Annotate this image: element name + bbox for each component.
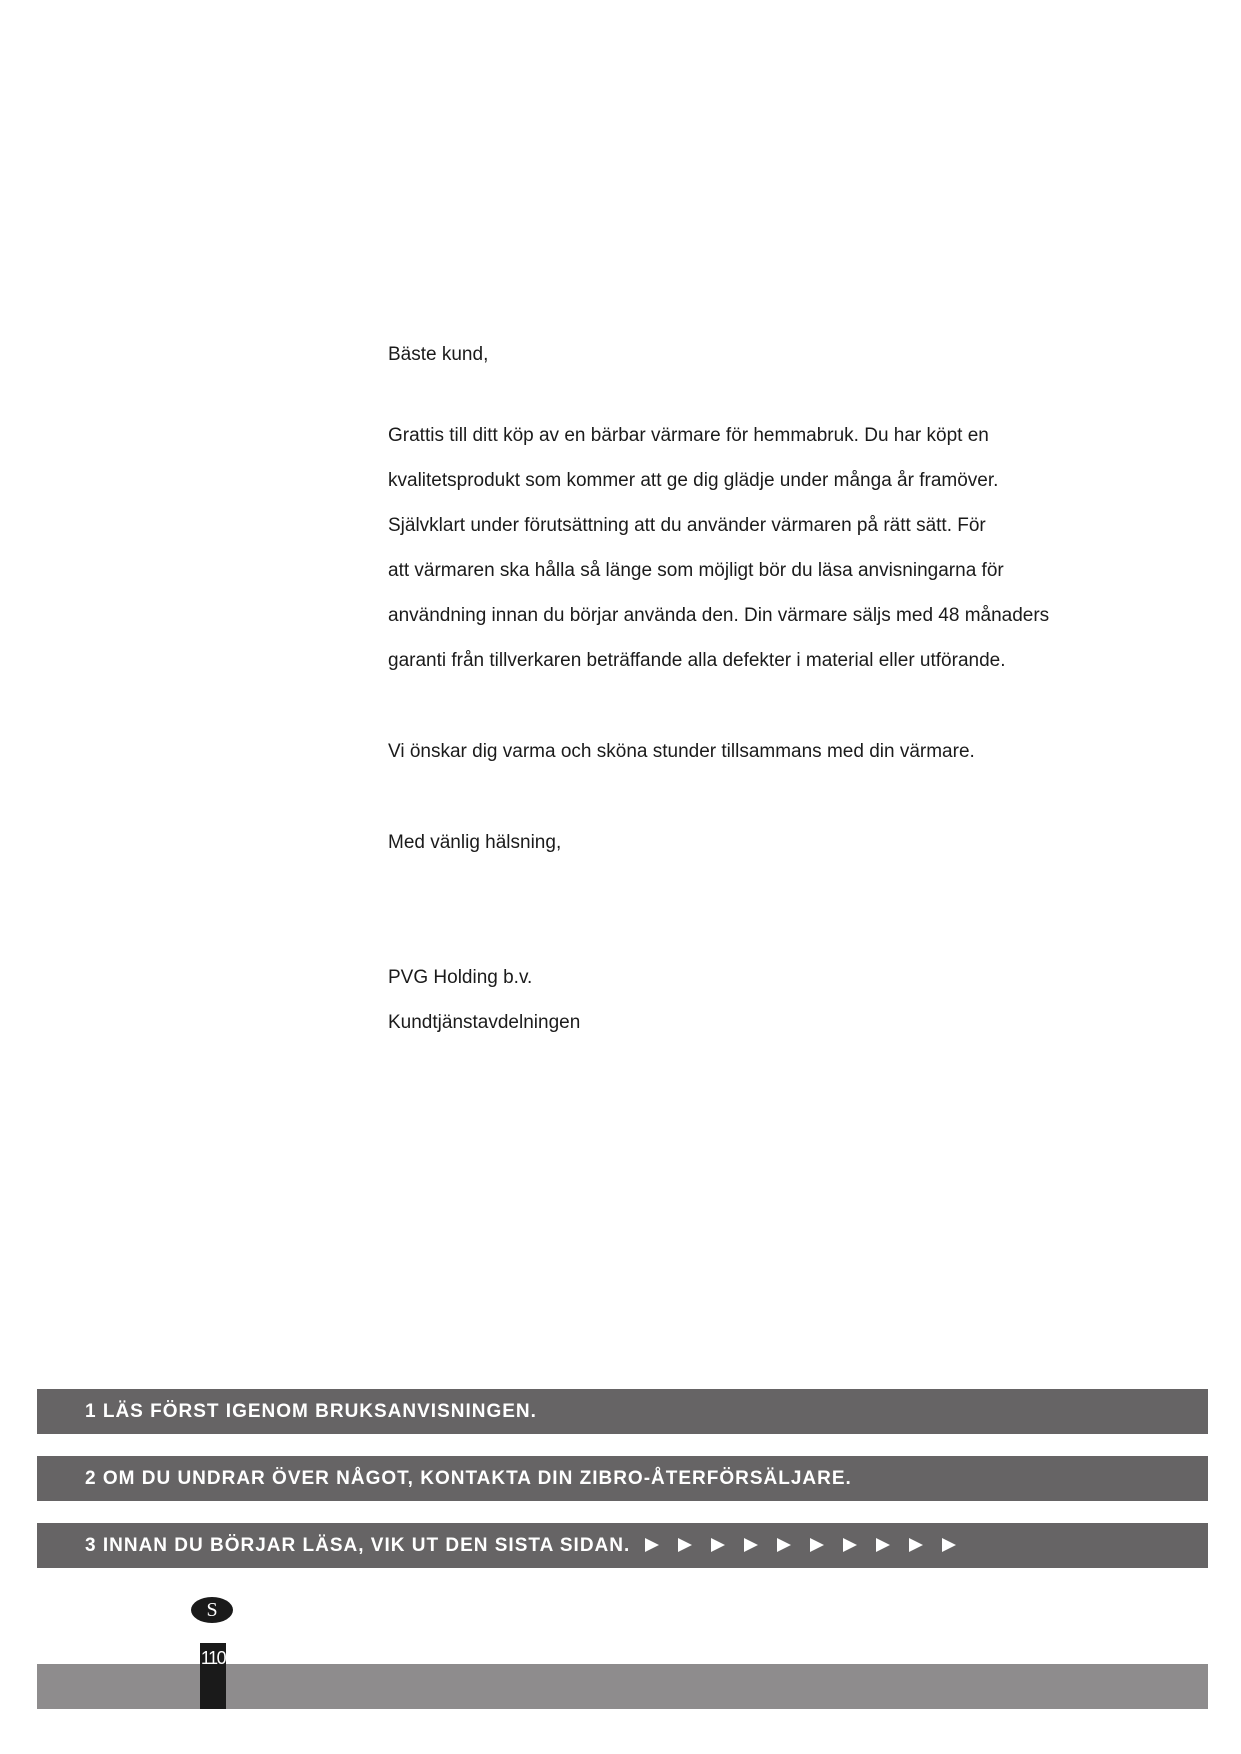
right-triangle-icon [909, 1538, 923, 1552]
page-number: 110 [200, 1648, 226, 1668]
instruction-text: 3 INNAN DU BÖRJAR LÄSA, VIK UT DEN SISTA SIDAN. [85, 1535, 631, 1556]
instruction-band-3 [37, 1523, 1208, 1568]
letter-wish: Vi önskar dig varma och sköna stunder tillsammans med din värmare. [388, 741, 975, 762]
letter-greeting: Bäste kund, [388, 344, 489, 365]
instruction-text: 2 OM DU UNDRAR ÖVER NÅGOT, KONTAKTA DIN ZIBRO-ÅTERFÖRSÄLJARE. [85, 1468, 852, 1489]
letter-closing: Med vänlig hälsning, [388, 832, 562, 853]
letter-body-line: att värmaren ska hålla så länge som möjligt bör du läsa anvisningarna för [388, 560, 1004, 581]
letter-department: Kundtjänstavdelningen [388, 1012, 581, 1033]
instruction-band-2 [37, 1456, 1208, 1501]
right-triangle-icon [876, 1538, 890, 1552]
letter-body-line: garanti från tillverkaren beträffande alla defekter i material eller utförande. [388, 650, 1006, 671]
arrow-row [645, 1535, 975, 1556]
right-triangle-icon [942, 1538, 956, 1552]
letter-body-line: Självklart under förutsättning att du använder värmaren på rätt sätt. För [388, 515, 986, 536]
letter-company: PVG Holding b.v. [388, 967, 533, 988]
letter-body-line: användning innan du börjar använda den. Din värmare säljs med 48 månaders [388, 605, 1050, 626]
letter-body-line: kvalitetsprodukt som kommer att ge dig glädje under många år framöver. [388, 470, 999, 491]
instruction-text: 1 LÄS FÖRST IGENOM BRUKSANVISNINGEN. [85, 1401, 537, 1422]
instruction-band-1 [37, 1389, 1208, 1434]
letter-body-line: Grattis till ditt köp av en bärbar värmare för hemmabruk. Du har köpt en [388, 425, 989, 446]
right-triangle-icon [711, 1538, 725, 1552]
right-triangle-icon [744, 1538, 758, 1552]
language-badge: S [191, 1597, 233, 1623]
right-triangle-icon [678, 1538, 692, 1552]
right-triangle-icon [843, 1538, 857, 1552]
right-triangle-icon [645, 1538, 659, 1552]
right-triangle-icon [777, 1538, 791, 1552]
right-triangle-icon [810, 1538, 824, 1552]
